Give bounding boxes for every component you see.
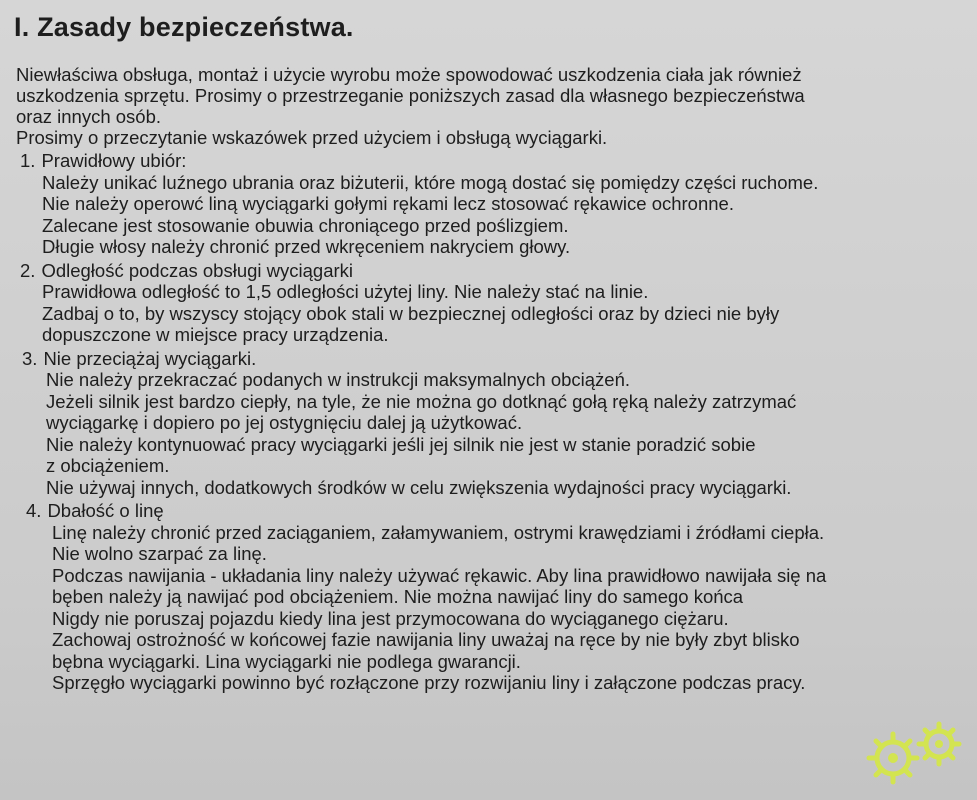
section-number: 1. (20, 150, 36, 171)
section-line: Zachowaj ostrożność w końcowej fazie nawijania liny uważaj na ręce by nie były zbyt blisko (52, 629, 800, 650)
section-number: 3. (22, 347, 38, 369)
section-line: Nie należy przekraczać podanych w instrukcji maksymalnych obciążeń. (46, 369, 631, 390)
section-clothing (16, 150, 971, 258)
section-rope-care (16, 500, 971, 694)
intro-request: Prosimy o przeczytanie wskazówek przed użyciem i obsługą wyciągarki. (16, 127, 608, 148)
document-title: I. Zasady bezpieczeństwa. (14, 12, 354, 42)
section-title: Nie przeciążaj wyciągarki. (43, 347, 257, 369)
section-line: Jeżeli silnik jest bardzo ciepły, na tyle, że nie można go dotknąć gołą ręką należy zatrzymać (46, 390, 797, 412)
section-line: Podczas nawijania - układania liny należy używać rękawic. Aby lina prawidłowo nawijała się na (52, 564, 827, 586)
section-line: bębna wyciągarki. Lina wyciągarki nie podlega gwarancji. (52, 650, 521, 672)
section-title: Odległość podczas obsługi wyciągarki (41, 259, 354, 281)
section-number: 4. (26, 500, 42, 521)
section-distance (16, 260, 971, 346)
section-line: Należy unikać luźnego ubrania oraz biżuterii, które mogą dostać się pomiędzy części ruchome. (42, 171, 819, 193)
section-line: z obciążeniem. (46, 455, 170, 476)
section-title: Prawidłowy ubiór: (41, 150, 187, 171)
intro-block (16, 64, 971, 148)
intro-line: Niewłaściwa obsługa, montaż i użycie wyrobu może spowodować uszkodzenia ciała jak również (16, 64, 802, 85)
section-line: bęben należy ją nawijać pod obciążeniem. Nie można nawijać liny do samego końca (52, 586, 744, 607)
intro-line: uszkodzenia sprzętu. Prosimy o przestrzeganie poniższych zasad dla własnego bezpieczeństwa (16, 85, 805, 106)
section-line: Zalecane jest stosowanie obuwia chroniącego przed poślizgiem. (42, 214, 569, 236)
section-line: Zadbaj o to, by wszyscy stojący obok stali w bezpiecznej odległości oraz by dzieci nie były (42, 302, 780, 324)
section-line: Nie należy operowć liną wyciągarki gołymi rękami lecz stosować rękawice ochronne. (42, 193, 734, 214)
section-heading (16, 348, 971, 370)
section-heading (16, 260, 971, 282)
section-line: Nie używaj innych, dodatkowych środków w celu zwiększenia wydajności pracy wyciągarki. (46, 476, 792, 498)
intro-line: oraz innych osób. (16, 106, 162, 127)
section-title: Dbałość o linę (47, 500, 164, 521)
gears-logo-icon (861, 714, 969, 792)
section-line: Sprzęgło wyciągarki powinno być rozłączone przy rozwijaniu liny i załączone podczas pracy. (52, 672, 806, 693)
section-line: wyciągarkę i dopiero po jej ostygnięciu dalej ją użytkować. (46, 412, 523, 433)
document-content (16, 10, 971, 694)
section-number: 2. (20, 259, 36, 281)
section-line: Nie wolno szarpać za linę. (52, 543, 267, 564)
section-line: dopuszczone w miejsce pracy urządzenia. (42, 324, 389, 345)
section-line: Długie włosy należy chronić przed wkręceniem nakryciem głowy. (42, 236, 571, 257)
section-line: Linę należy chronić przed zaciąganiem, załamywaniem, ostrymi krawędziami i źródłami ciepła. (52, 521, 825, 543)
section-line: Prawidłowa odległość to 1,5 odległości użytej liny. Nie należy stać na linie. (42, 281, 649, 302)
section-line: Nie należy kontynuować pracy wyciągarki jeśli jej silnik nie jest w stanie poradzić sobie (46, 433, 756, 455)
section-overload (16, 348, 971, 499)
section-line: Nigdy nie poruszaj pojazdu kiedy lina jest przymocowana do wyciąganego ciężaru. (52, 607, 729, 629)
section-heading (16, 500, 971, 522)
section-heading (16, 150, 971, 172)
